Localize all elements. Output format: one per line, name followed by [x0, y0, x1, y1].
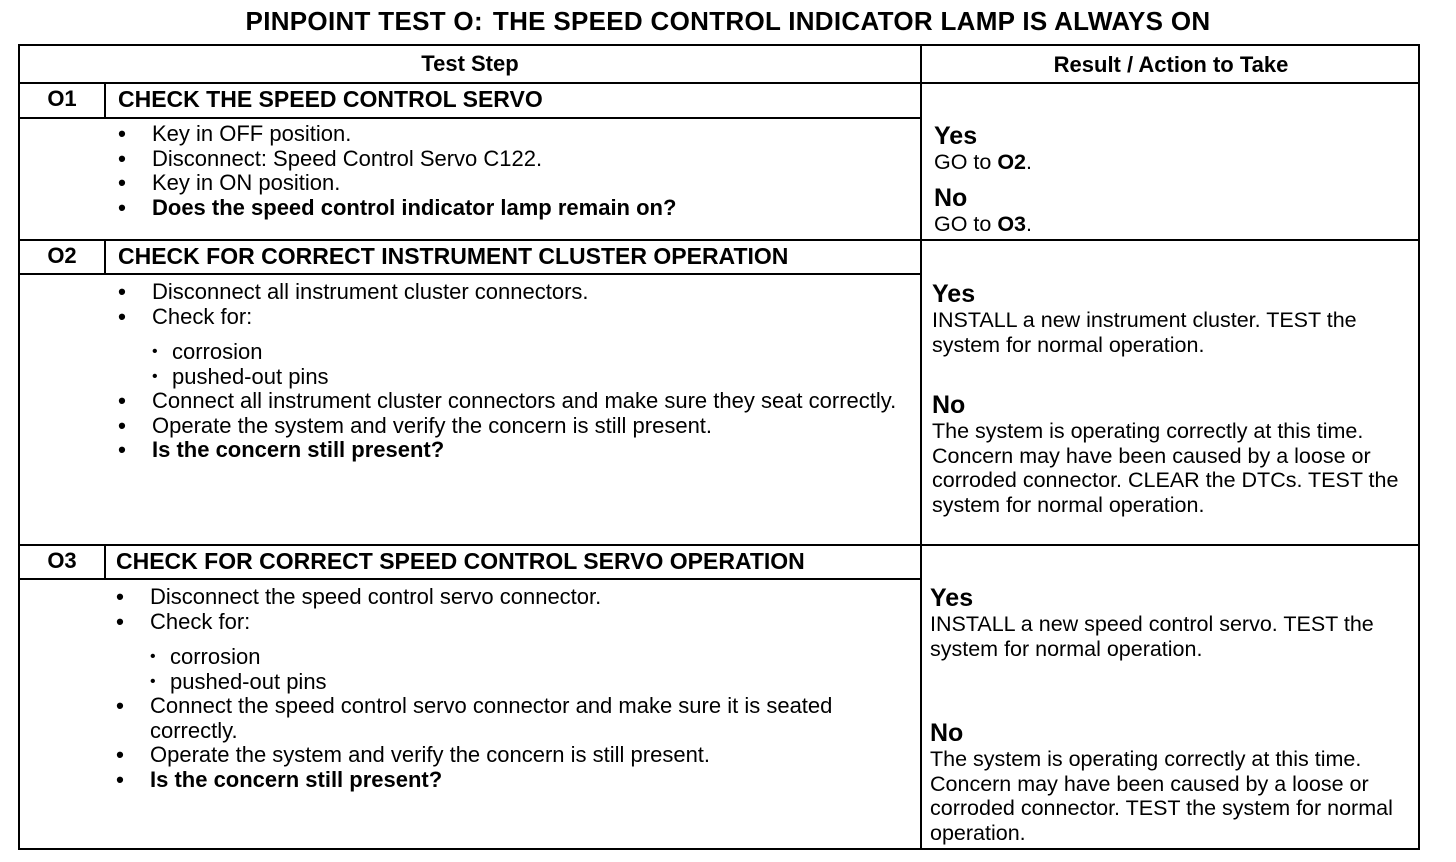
bullet-icon: • — [118, 279, 126, 304]
result-o3 — [930, 584, 1414, 845]
result-yes-action: INSTALL a new instrument cluster. TEST the system for normal operation. — [932, 308, 1357, 357]
step-heading-divider-o2 — [20, 273, 922, 275]
bullet-icon: • — [116, 693, 124, 718]
result-no-label: No — [934, 183, 968, 212]
list-item: • Check for: — [116, 305, 906, 330]
result-yes-action: GO to O2. — [934, 150, 1032, 174]
list-item-question: • Is the concern still present? — [114, 768, 904, 793]
bullet-icon: • — [118, 170, 126, 195]
result-yes-label: Yes — [932, 280, 976, 308]
sub-list-item: • corrosion — [152, 339, 263, 364]
list-item: • Disconnect the speed control servo connector. — [114, 585, 904, 610]
row-divider-o1 — [20, 239, 1420, 241]
list-item: • Operate the system and verify the concern is still present. — [116, 414, 906, 439]
step-id-o2: O2 — [47, 243, 77, 268]
list-item-question: • Does the speed control indicator lamp remain on? — [116, 196, 906, 221]
header-divider — [20, 82, 1420, 84]
step-heading-o1: CHECK THE SPEED CONTROL SERVO — [118, 86, 543, 112]
bullet-icon: • — [116, 584, 124, 609]
column-divider — [920, 46, 922, 850]
bullet-icon: • — [118, 388, 126, 413]
result-no-label: No — [930, 719, 964, 747]
step-heading-divider-o3 — [20, 578, 922, 580]
step-actions-o1 — [116, 122, 906, 220]
bullet-icon: • — [116, 608, 124, 634]
header-result: Result / Action to Take — [1053, 52, 1289, 77]
step-id-divider-o1 — [104, 82, 106, 118]
title-description: THE SPEED CONTROL INDICATOR LAMP IS ALWAYS ON — [492, 6, 1211, 36]
result-no-label: No — [932, 391, 966, 419]
list-item: • Check for: — [114, 610, 904, 635]
step-heading-divider-o1 — [20, 117, 922, 119]
step-actions-o3 — [114, 585, 904, 792]
bullet-icon: • — [118, 412, 126, 438]
result-o1 — [934, 122, 1418, 236]
result-yes-label: Yes — [930, 584, 974, 612]
list-item: • Key in ON position. — [116, 171, 906, 196]
bullet-icon: • — [118, 303, 126, 329]
result-no-action: GO to O3. — [934, 211, 1032, 236]
step-heading-o3: CHECK FOR CORRECT SPEED CONTROL SERVO OPERATION — [116, 548, 805, 574]
step-id-o3: O3 — [47, 548, 77, 573]
bullet-icon: • — [116, 766, 124, 792]
bullet-icon: • — [118, 437, 126, 462]
list-item: • Disconnect: Speed Control Servo C122. — [116, 147, 906, 172]
result-yes-action: INSTALL a new speed control servo. TEST the system for normal operation. — [930, 612, 1374, 661]
list-item-question: • Is the concern still present? — [116, 438, 906, 463]
result-no-target: O3 — [997, 211, 1027, 236]
result-no-action: The system is operating correctly at this time. Concern may have been caused by a loose or corroded connector. TEST the system for normal operation. — [930, 747, 1393, 845]
bullet-icon: • — [118, 121, 126, 146]
sub-list — [116, 340, 906, 389]
sub-list-item: • pushed-out pins — [150, 668, 327, 694]
list-item: • Connect all instrument cluster connectors and make sure they seat correctly. — [116, 389, 906, 414]
bullet-icon: • — [152, 367, 158, 385]
step-id-divider-o3 — [104, 544, 106, 579]
page-title — [0, 6, 1456, 37]
bullet-icon: • — [150, 648, 156, 665]
pinpoint-test-table — [18, 44, 1420, 850]
list-item: • Operate the system and verify the concern is still present. — [114, 743, 904, 768]
step-id-o1: O1 — [47, 86, 77, 111]
title-test-id: PINPOINT TEST O: — [245, 6, 483, 36]
step-id-divider-o2 — [104, 239, 106, 274]
step-heading-o2: CHECK FOR CORRECT INSTRUMENT CLUSTER OPERATION — [118, 243, 789, 269]
result-no-action: The system is operating correctly at this time. Concern may have been caused by a loose or corroded connector. CLEAR the DTCs. TEST the system for normal operation. — [932, 419, 1399, 517]
bullet-icon: • — [152, 343, 158, 360]
bullet-icon: • — [118, 194, 126, 220]
sub-list-item: • pushed-out pins — [152, 363, 329, 389]
list-item: • Disconnect all instrument cluster connectors. — [116, 280, 906, 305]
bullet-icon: • — [150, 672, 156, 690]
list-item: • Key in OFF position. — [116, 122, 906, 147]
bullet-icon: • — [118, 145, 126, 171]
result-yes-label: Yes — [934, 122, 978, 150]
row-divider-o2 — [20, 544, 1420, 546]
header-test-step: Test Step — [421, 51, 519, 76]
list-item: • Connect the speed control servo connector and make sure it is seated correctly. — [114, 694, 904, 743]
result-yes-target: O2 — [997, 150, 1027, 174]
sub-list-item: • corrosion — [150, 644, 261, 669]
bullet-icon: • — [116, 742, 124, 767]
step-actions-o2 — [116, 280, 906, 463]
result-o2 — [932, 280, 1416, 517]
sub-list — [114, 645, 904, 694]
